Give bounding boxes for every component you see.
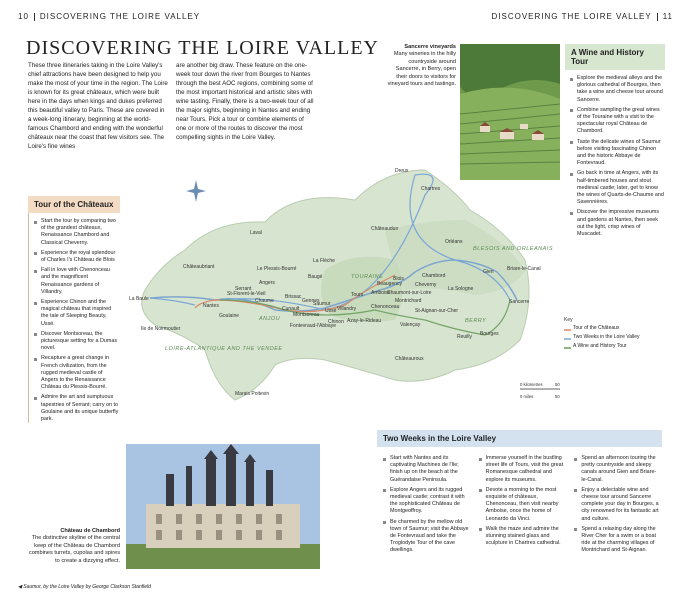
- two-weeks-heading: Two Weeks in the Loire Valley: [377, 430, 662, 447]
- footer-credit: ◀ Saumur, by the Loire Valley by George Clarkson Stanfield: [18, 584, 151, 590]
- map-label-amboise: Amboise: [371, 290, 391, 296]
- map-label-gien: Gien: [483, 269, 494, 275]
- map-label-usse: Ussé: [325, 308, 337, 314]
- list-item: Recapture a great change in French civilization, from the rugged medieval castle of Angers to the Renaissance Château du Plessis-Bourré.: [34, 355, 120, 391]
- list-item: Start with Nantes and its captivating Machines de l'Ile; finish up on the beach at the Guérandaise Peninsula.: [383, 455, 471, 484]
- list-item: Experience Chinon and the magical château that inspired the tale of Sleeping Beauty, Ussé.: [34, 299, 120, 328]
- right-running-title: DISCOVERING THE LOIRE VALLEY: [491, 12, 652, 21]
- map-label-chateaubriant: Châteaubriant: [183, 264, 215, 270]
- wine-history-heading: A Wine and History Tour: [565, 44, 665, 70]
- tour-chateaux-heading: Tour of the Châteaux: [28, 196, 120, 213]
- map-label-gennes: Gennes: [302, 298, 320, 304]
- list-item: Devote a morning to the most exquisite of châteaux, Chenonceau, then visit nearby Amboise, once the home of Leonardo da Vinci.: [479, 487, 567, 523]
- map-label-azay: Azay-le-Rideau: [347, 318, 382, 324]
- wine-history-list: [570, 75, 665, 238]
- left-page-number: 10: [18, 12, 29, 21]
- map-label-plessis: Le Plessis-Bourré: [257, 266, 297, 272]
- map-label-angers: Angers: [259, 280, 275, 286]
- map-key: [573, 324, 640, 351]
- map-label-chartres: Chartres: [421, 186, 441, 192]
- list-item: Spend a relaxing day along the River Cher for a swim or a boat ride at the charming villages of Montrichard and St-Aignan.: [574, 526, 662, 555]
- list-item: Immerse yourself in the bustling street life of Tours, visit the great Romanesque cathedral and explore its museums.: [479, 455, 567, 484]
- scale-miles-zero: 0 miles: [520, 394, 534, 399]
- region-label-touraine: TOURAINE: [351, 274, 384, 280]
- map-label-nantes: Nantes: [203, 303, 219, 309]
- map-label-saumur: Saumur: [313, 301, 331, 307]
- map-label-montrichard: Montrichard: [395, 298, 422, 304]
- map-label-cheverny: Cheverny: [415, 282, 437, 288]
- list-item: Enjoy a delectable wine and cheese tour around Sancerre complete your day in Bourges, a city renowned for its fantastic art and culture.: [574, 487, 662, 523]
- list-item: Admire the art and sumptuous tapestries of Serrant; carry on to Goulaine and its unique butterfly park.: [34, 394, 120, 423]
- intro-column-1: These three itineraries taking in the Loire Valley's chief attractions have been designed to help you make the most of your time in the region. The Loire is known for its great châteaux, which were built here in the days when kings and dukes preferred this beautiful valley to Paris. These are covered in a week-long itinerary, beginning at the world-famous Chambord and ending with the wonderful châteaux near the coast that few visitors see. The Loire's fine wines: [28, 62, 168, 150]
- page-header: [0, 0, 691, 26]
- map-label-laval: Laval: [250, 230, 262, 236]
- map-label-chaume: Chaume: [255, 298, 274, 304]
- map-label-briare: Briare-le-Canal: [507, 266, 541, 272]
- map-label-villandry: Villandry: [337, 306, 357, 312]
- key-item-wine: A Wine and History Tour: [573, 343, 627, 349]
- map-label-serrant: Serrant: [235, 286, 252, 292]
- list-item: Fall in love with Chenonceau and the magnificent Renaissance gardens of Villandry.: [34, 267, 120, 296]
- map-label-valencay: Valençay: [400, 322, 421, 328]
- map-label-st-aignan: St-Aignan-sur-Cher: [415, 308, 459, 314]
- map-label-chinon: Chinon: [328, 319, 344, 325]
- list-item: Taste the delicate wines of Saumur before visiting fascinating Chinon and the historic Abbaye de Fontevraud.: [570, 139, 665, 168]
- tour-chateaux-box: [28, 196, 120, 426]
- list-item: Walk the maze and admire the stunning stained glass and sculpture in Chartres cathedral.: [479, 526, 567, 548]
- sancerre-caption: Sancerre vineyards Many wineries in the hilly countryside around Sancerre, in Berry, open their doors to visitors for vineyard tours and tastings.: [387, 44, 456, 88]
- map-label-chenonceau: Chenonceau: [371, 304, 400, 310]
- scale-km-zero: 0 kilometres: [520, 382, 543, 387]
- chambord-photo: [126, 444, 320, 569]
- list-item: Discover Montsoreau, the picturesque setting for a Dumas novel.: [34, 331, 120, 353]
- map-label-bauge: Baugé: [308, 274, 323, 280]
- key-item-two-weeks: Two Weeks in the Loire Valley: [573, 334, 640, 340]
- map-label-chateaudun: Châteaudun: [371, 226, 399, 232]
- region-label-anjou: ANJOU: [259, 316, 281, 322]
- map-label-blois: Blois: [393, 276, 404, 282]
- region-label-berry: BERRY: [465, 318, 487, 324]
- list-item: Spend an afternoon touring the pretty countryside and sleepy canals around Gien and Briare-le-Canal.: [574, 455, 662, 484]
- map-label-brissac: Brissac: [285, 294, 302, 300]
- region-blesois: [385, 220, 525, 295]
- list-item: Explore Angers and its rugged medieval castle; contrast it with the sophisticated Château de Montgeoffroy.: [383, 487, 471, 516]
- map-label-chambord: Chambord: [422, 273, 446, 279]
- map-label-orleans: Orléans: [445, 239, 463, 245]
- page-title: DISCOVERING THE LOIRE VALLEY: [26, 37, 379, 59]
- two-weeks-box: [377, 430, 662, 558]
- back-arrow-icon: ◀: [18, 584, 22, 590]
- map-label-noirmoutier: Ile de Noirmoutier: [141, 326, 181, 332]
- map-label-tours: Tours: [351, 292, 364, 298]
- map-label-montsoreau: Montsoreau: [293, 312, 320, 318]
- key-item-chateaux: Tour of the Châteaux: [573, 325, 620, 331]
- list-item: Experience the royal splendour of Charles I's Château de Blois: [34, 250, 120, 264]
- map-label-la-fleche: La Flèche: [313, 258, 335, 264]
- chambord-caption: Château de Chambord The distinctive skyline of the central keep of the Château de Chambord combines turrets, cupolas and spires to create a dizzying effect.: [28, 528, 120, 564]
- map-label-st-florent: St-Florent-le-Vieil: [227, 291, 266, 297]
- map-label-fontevraud: Fontevraud-l'Abbaye: [290, 323, 336, 329]
- right-page-number: 11: [662, 12, 673, 21]
- map-label-dreux: Dreux: [395, 168, 409, 174]
- map-label-chateauroux: Châteauroux: [395, 356, 424, 362]
- map-label-la-baule: La Baule: [129, 296, 149, 302]
- map-key-title: Key: [564, 317, 573, 323]
- list-item: Explore the medieval alleys and the glorious cathedral of Bourges, then take a wine and cheese tour around Sancerre.: [570, 75, 665, 104]
- scale-km-50: 50: [555, 382, 560, 387]
- left-running-title: DISCOVERING THE LOIRE VALLEY: [39, 12, 201, 21]
- map-label-cunault: Cunault: [282, 306, 300, 312]
- list-item: Discover the impressive museums and gardens at Nantes, then seek out the light, crisp wines of Muscadet.: [570, 209, 665, 238]
- region-label-blesois: BLESOIS AND ORLEANAIS: [473, 246, 553, 252]
- map-label-beaugency: Beaugency: [377, 281, 403, 287]
- loire-valley-map: [125, 150, 573, 430]
- map-label-la-sologne: La Sologne: [448, 286, 474, 292]
- map-label-marais: Marais Poitevin: [235, 391, 270, 397]
- wine-history-box: [565, 44, 665, 241]
- map-label-reuilly: Reuilly: [457, 334, 473, 340]
- list-item: Combine sampling the great wines of the Touraine with a visit to the spectacular royal Château de Chambord.: [570, 107, 665, 136]
- list-item: Be charmed by the mellow old town of Saumur; visit the Abbaye de Fontevraud and take the Troglodyte Tour of the cave dwellings.: [383, 519, 471, 555]
- region-label-vendee: LOIRE-ATLANTIQUE AND THE VENDEE: [165, 346, 283, 352]
- map-label-sancerre: Sancerre: [509, 299, 530, 305]
- two-weeks-col-3: [574, 455, 662, 558]
- intro-column-2: are another big draw. These feature on the one-week tour down the river from Bourges to Nantes through the best AOC regions, combining some of the most important historical and artistic sites with wine tasting. Finally, there is a two-week tour of all the major sights, beginning in Nantes and ending near Tours. Pick a tour or combine elements of one or more of the routes to discover the most compelling sights in the Loire Valley.: [176, 62, 314, 141]
- scale-miles-50: 50: [555, 394, 560, 399]
- map-label-bourges: Bourges: [480, 331, 499, 337]
- tour-chateaux-list: [34, 218, 120, 423]
- two-weeks-col-2: [479, 455, 567, 558]
- list-item: Go back in time at Angers, with its half-timbered houses and stout medieval castle; later, get to know the wines of Quarts-de-Chaume and Savennières.: [570, 170, 665, 206]
- map-label-goulaine: Goulaine: [219, 313, 240, 319]
- list-item: Start the tour by comparing two of the grandest châteaux, Renaissance Chambord and Classical Cheverny.: [34, 218, 120, 247]
- two-weeks-col-1: [383, 455, 471, 558]
- map-label-chaumont: Chaumont-sur-Loire: [387, 290, 432, 296]
